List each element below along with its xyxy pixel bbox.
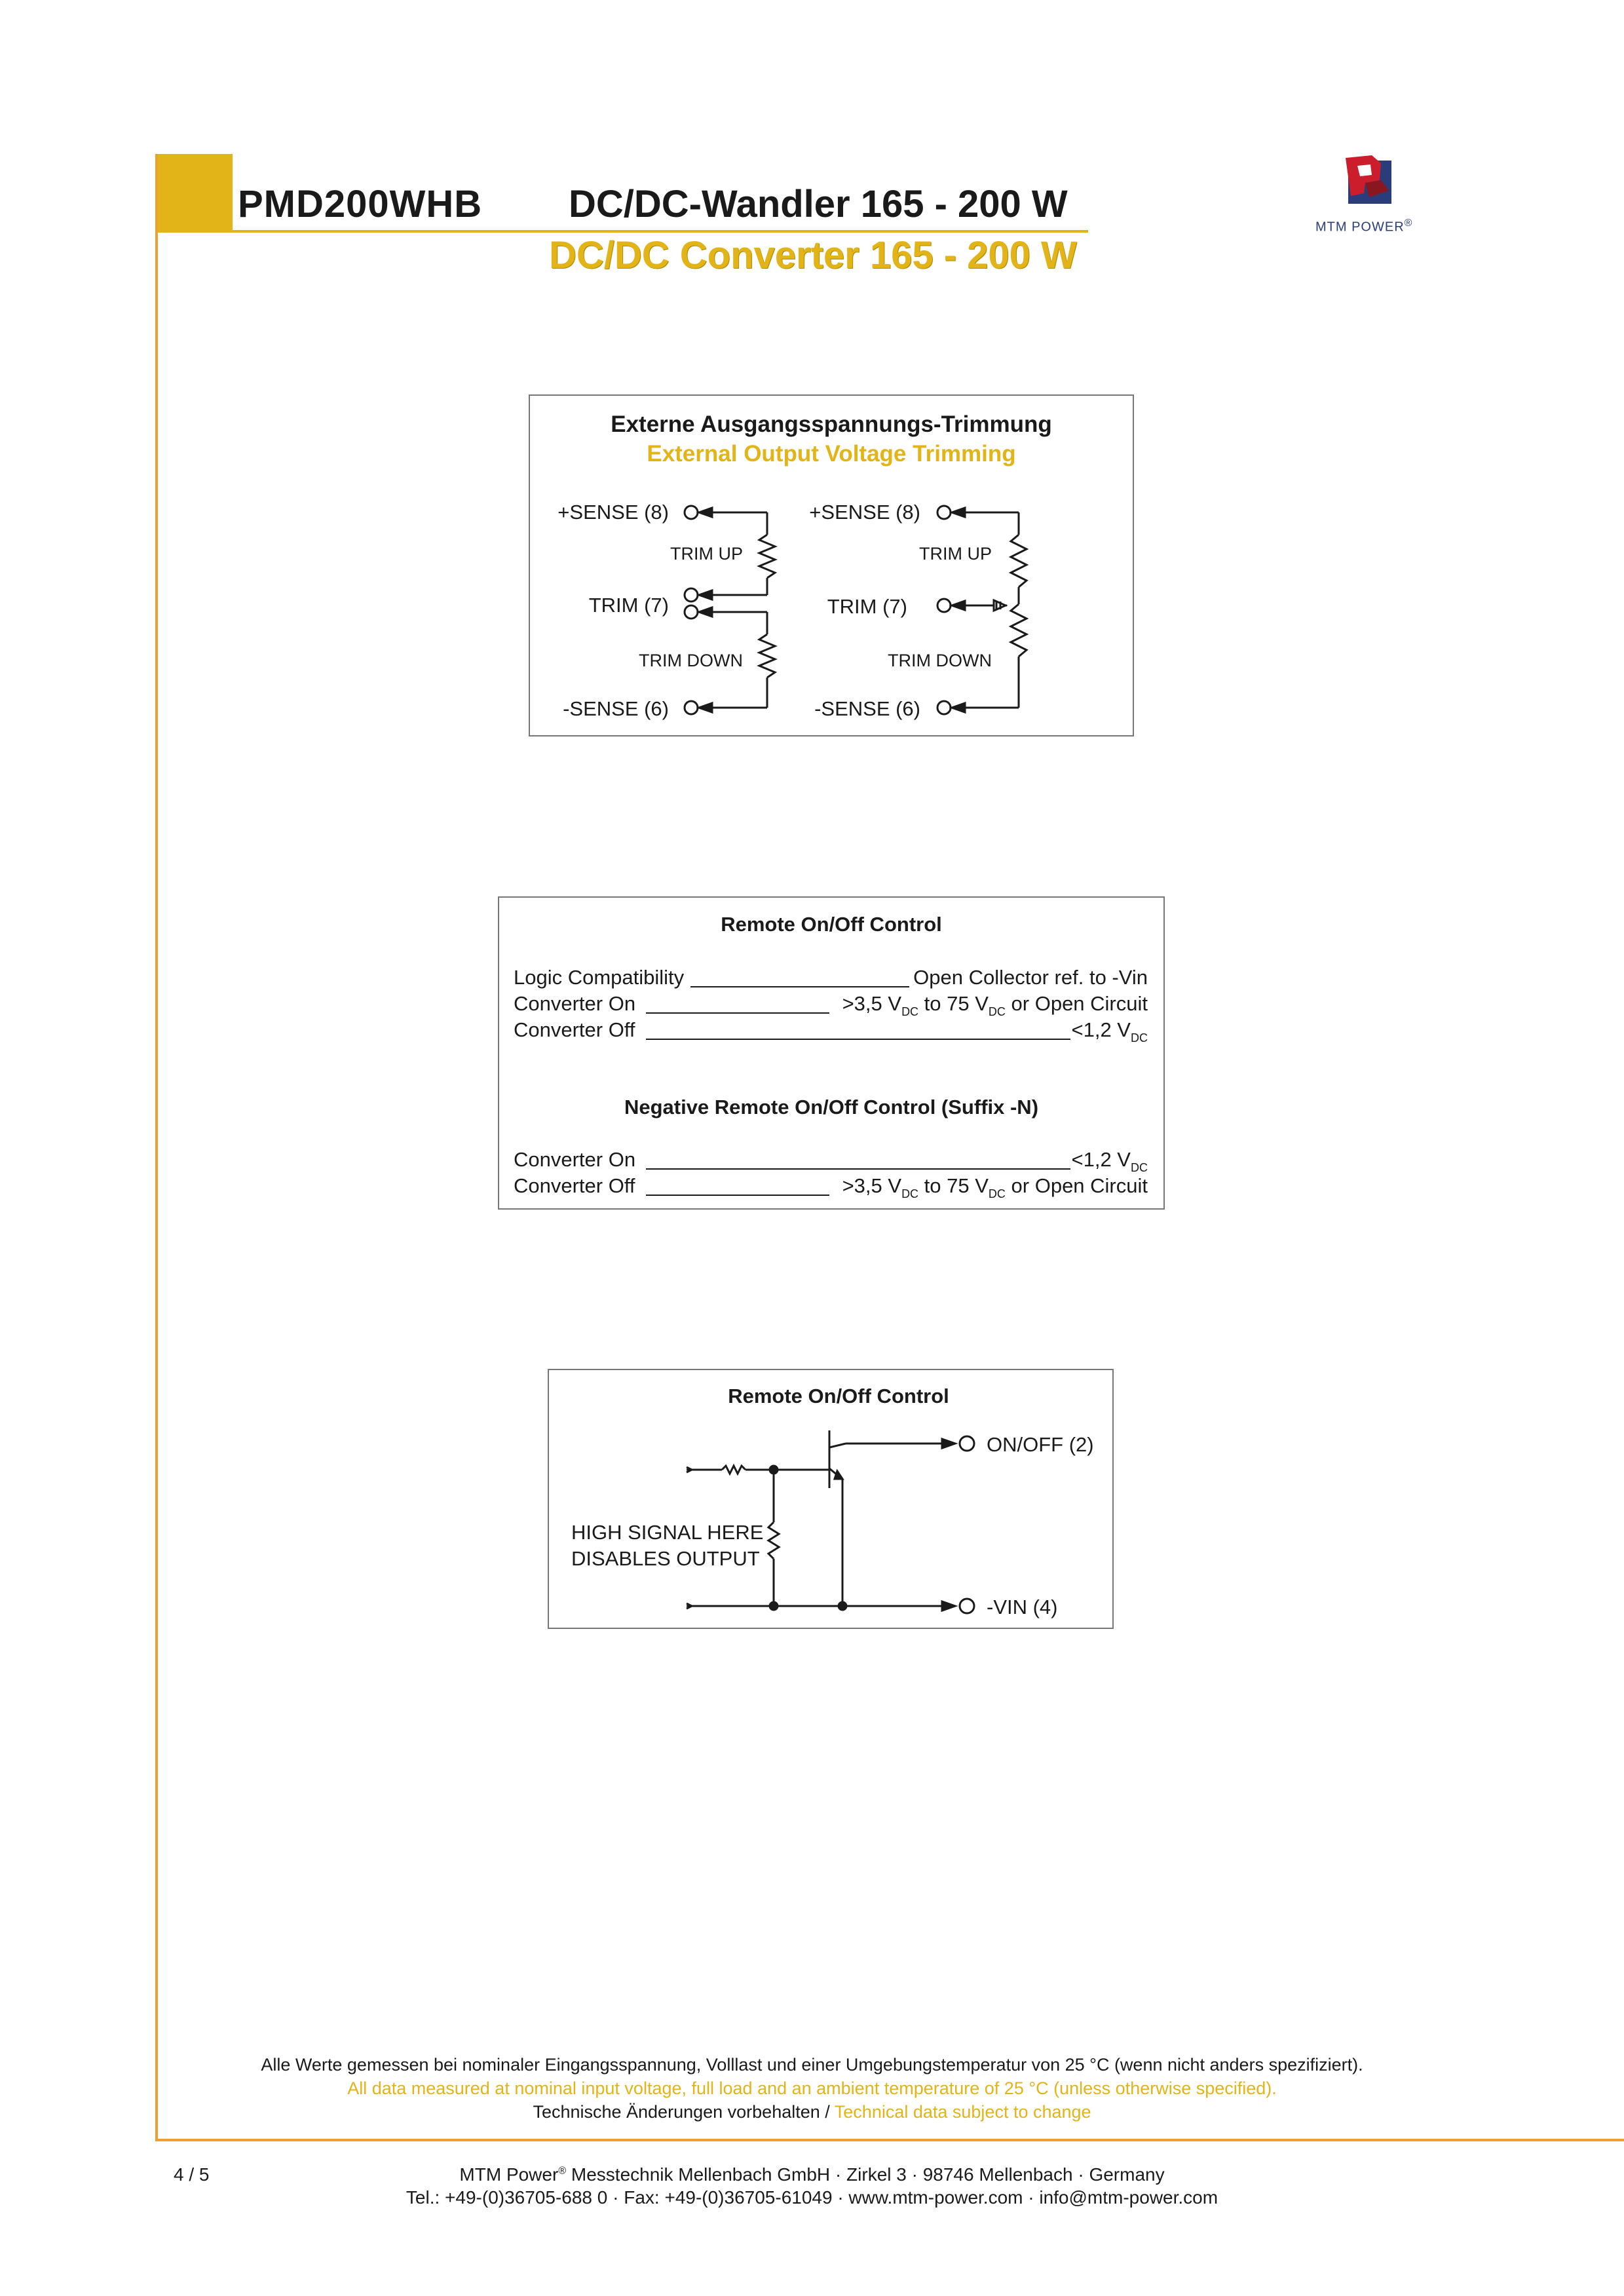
right-sense-plus-label: +SENSE (8) (809, 501, 920, 524)
trim-right-circuit (937, 506, 1027, 714)
converter-on-label: Converter On (514, 992, 636, 1015)
resistor-trim-down-left (759, 634, 775, 678)
left-trim-down-label: TRIM DOWN (639, 651, 743, 670)
trim-title-de: Externe Ausgangsspannungs-Trimmung (611, 411, 1052, 437)
on-off-pin-icon (960, 1436, 974, 1451)
vin-label: -VIN (4) (987, 1596, 1058, 1618)
footer-note-en: All data measured at nominal input voltage, full load and an ambient temperature of 25 °C (unless otherwise specified). (347, 2078, 1277, 2098)
trim-title-en: External Output Voltage Trimming (647, 441, 1016, 467)
trim-pin-right (937, 599, 951, 612)
trim-pin-left-b (685, 605, 698, 619)
remote-control-spec (499, 898, 1163, 1208)
shunt-resistor-icon (768, 1522, 779, 1559)
mtm-power-logo-icon (1343, 154, 1395, 208)
sense-plus-pin-right (937, 506, 951, 519)
company-address: MTM Power® Messtechnik Mellenbach GmbH · Zirkel 3 · 98746 Mellenbach · Germany (459, 2164, 1165, 2185)
footer-note-de: Alle Werte gemessen bei nominaler Eingangsspannung, Volllast und einer Umgebungstemperatur von 25 °C (wenn nicht anders spezifiziert). (261, 2055, 1363, 2075)
page-number: 4 / 5 (174, 2164, 210, 2185)
right-sense-minus-label: -SENSE (6) (814, 697, 920, 720)
sense-plus-pin-left (685, 506, 698, 519)
company-contact: Tel.: +49-(0)36705-688 0 · Fax: +49-(0)36705-61049 · www.mtm-power.com · info@mtm-power.com (406, 2187, 1218, 2208)
sense-minus-pin-right (937, 701, 951, 714)
converter-on-value: >3,5 $V_{DC}$ to 75 $V_{DC}$ or Open Circuit (842, 992, 1148, 1018)
left-trim-label: TRIM (7) (588, 594, 669, 617)
converter-off-label: Converter Off (514, 1018, 635, 1041)
input-resistor-icon (722, 1466, 746, 1474)
right-trim-down-label: TRIM DOWN (888, 651, 992, 670)
converter-off-value: <1,2 $V_{DC}$ (1071, 1018, 1148, 1044)
negative-remote-title: Negative Remote On/Off Control (Suffix -N) (624, 1096, 1039, 1119)
page-frame-bottom (155, 2139, 1624, 2141)
logic-compatibility-label: Logic Compatibility (514, 966, 685, 989)
circuit-title: Remote On/Off Control (728, 1385, 949, 1407)
vin-pin-icon (960, 1599, 974, 1613)
high-signal-line1: HIGH SIGNAL HERE (571, 1521, 764, 1544)
sense-minus-pin-left (685, 701, 698, 714)
logic-compatibility-value: Open Collector ref. to -Vin (913, 966, 1148, 989)
trim-diagram (530, 396, 1133, 735)
resistor-trim-up-left (759, 535, 775, 578)
logo-text: MTM POWER® (1315, 218, 1413, 235)
neg-converter-on-value: <1,2 $V_{DC}$ (1071, 1148, 1148, 1174)
page-title-en: DC/DC Converter 165 - 200 W (549, 234, 1077, 277)
trim-diagram-box (529, 394, 1134, 737)
remote-control-circuit-box (548, 1369, 1114, 1629)
header-accent-block (155, 154, 233, 231)
page-title-de: DC/DC-Wandler 165 - 200 W (569, 183, 1068, 225)
remote-title: Remote On/Off Control (721, 913, 942, 936)
potentiometer-lower (1011, 604, 1027, 657)
page-frame-left (155, 154, 158, 2141)
potentiometer-upper (1011, 535, 1027, 587)
model-name: PMD200WHB (238, 183, 483, 225)
right-trim-up-label: TRIM UP (919, 544, 992, 564)
footer-change-de: Technische Änderungen vorbehalten / (533, 2102, 835, 2122)
remote-control-spec-box (498, 896, 1165, 1210)
trim-pin-left-a (685, 588, 698, 602)
neg-converter-off-value: >3,5 $V_{DC}$ to 75 $V_{DC}$ or Open Circuit (842, 1174, 1148, 1200)
high-signal-line2: DISABLES OUTPUT (571, 1547, 760, 1570)
footer-change-note (0, 2102, 1624, 2122)
left-trim-up-label: TRIM UP (670, 544, 743, 564)
neg-converter-off-label: Converter Off (514, 1174, 635, 1197)
left-sense-minus-label: -SENSE (6) (563, 697, 669, 720)
on-off-label: ON/OFF (2) (987, 1433, 1094, 1456)
footer-change-en: Technical data subject to change (834, 2102, 1091, 2122)
neg-converter-on-label: Converter On (514, 1148, 636, 1171)
remote-control-circuit (549, 1370, 1112, 1628)
right-trim-label: TRIM (7) (827, 595, 907, 618)
left-sense-plus-label: +SENSE (8) (557, 501, 669, 524)
header-rule (155, 230, 1088, 233)
trim-left-circuit (685, 506, 775, 714)
